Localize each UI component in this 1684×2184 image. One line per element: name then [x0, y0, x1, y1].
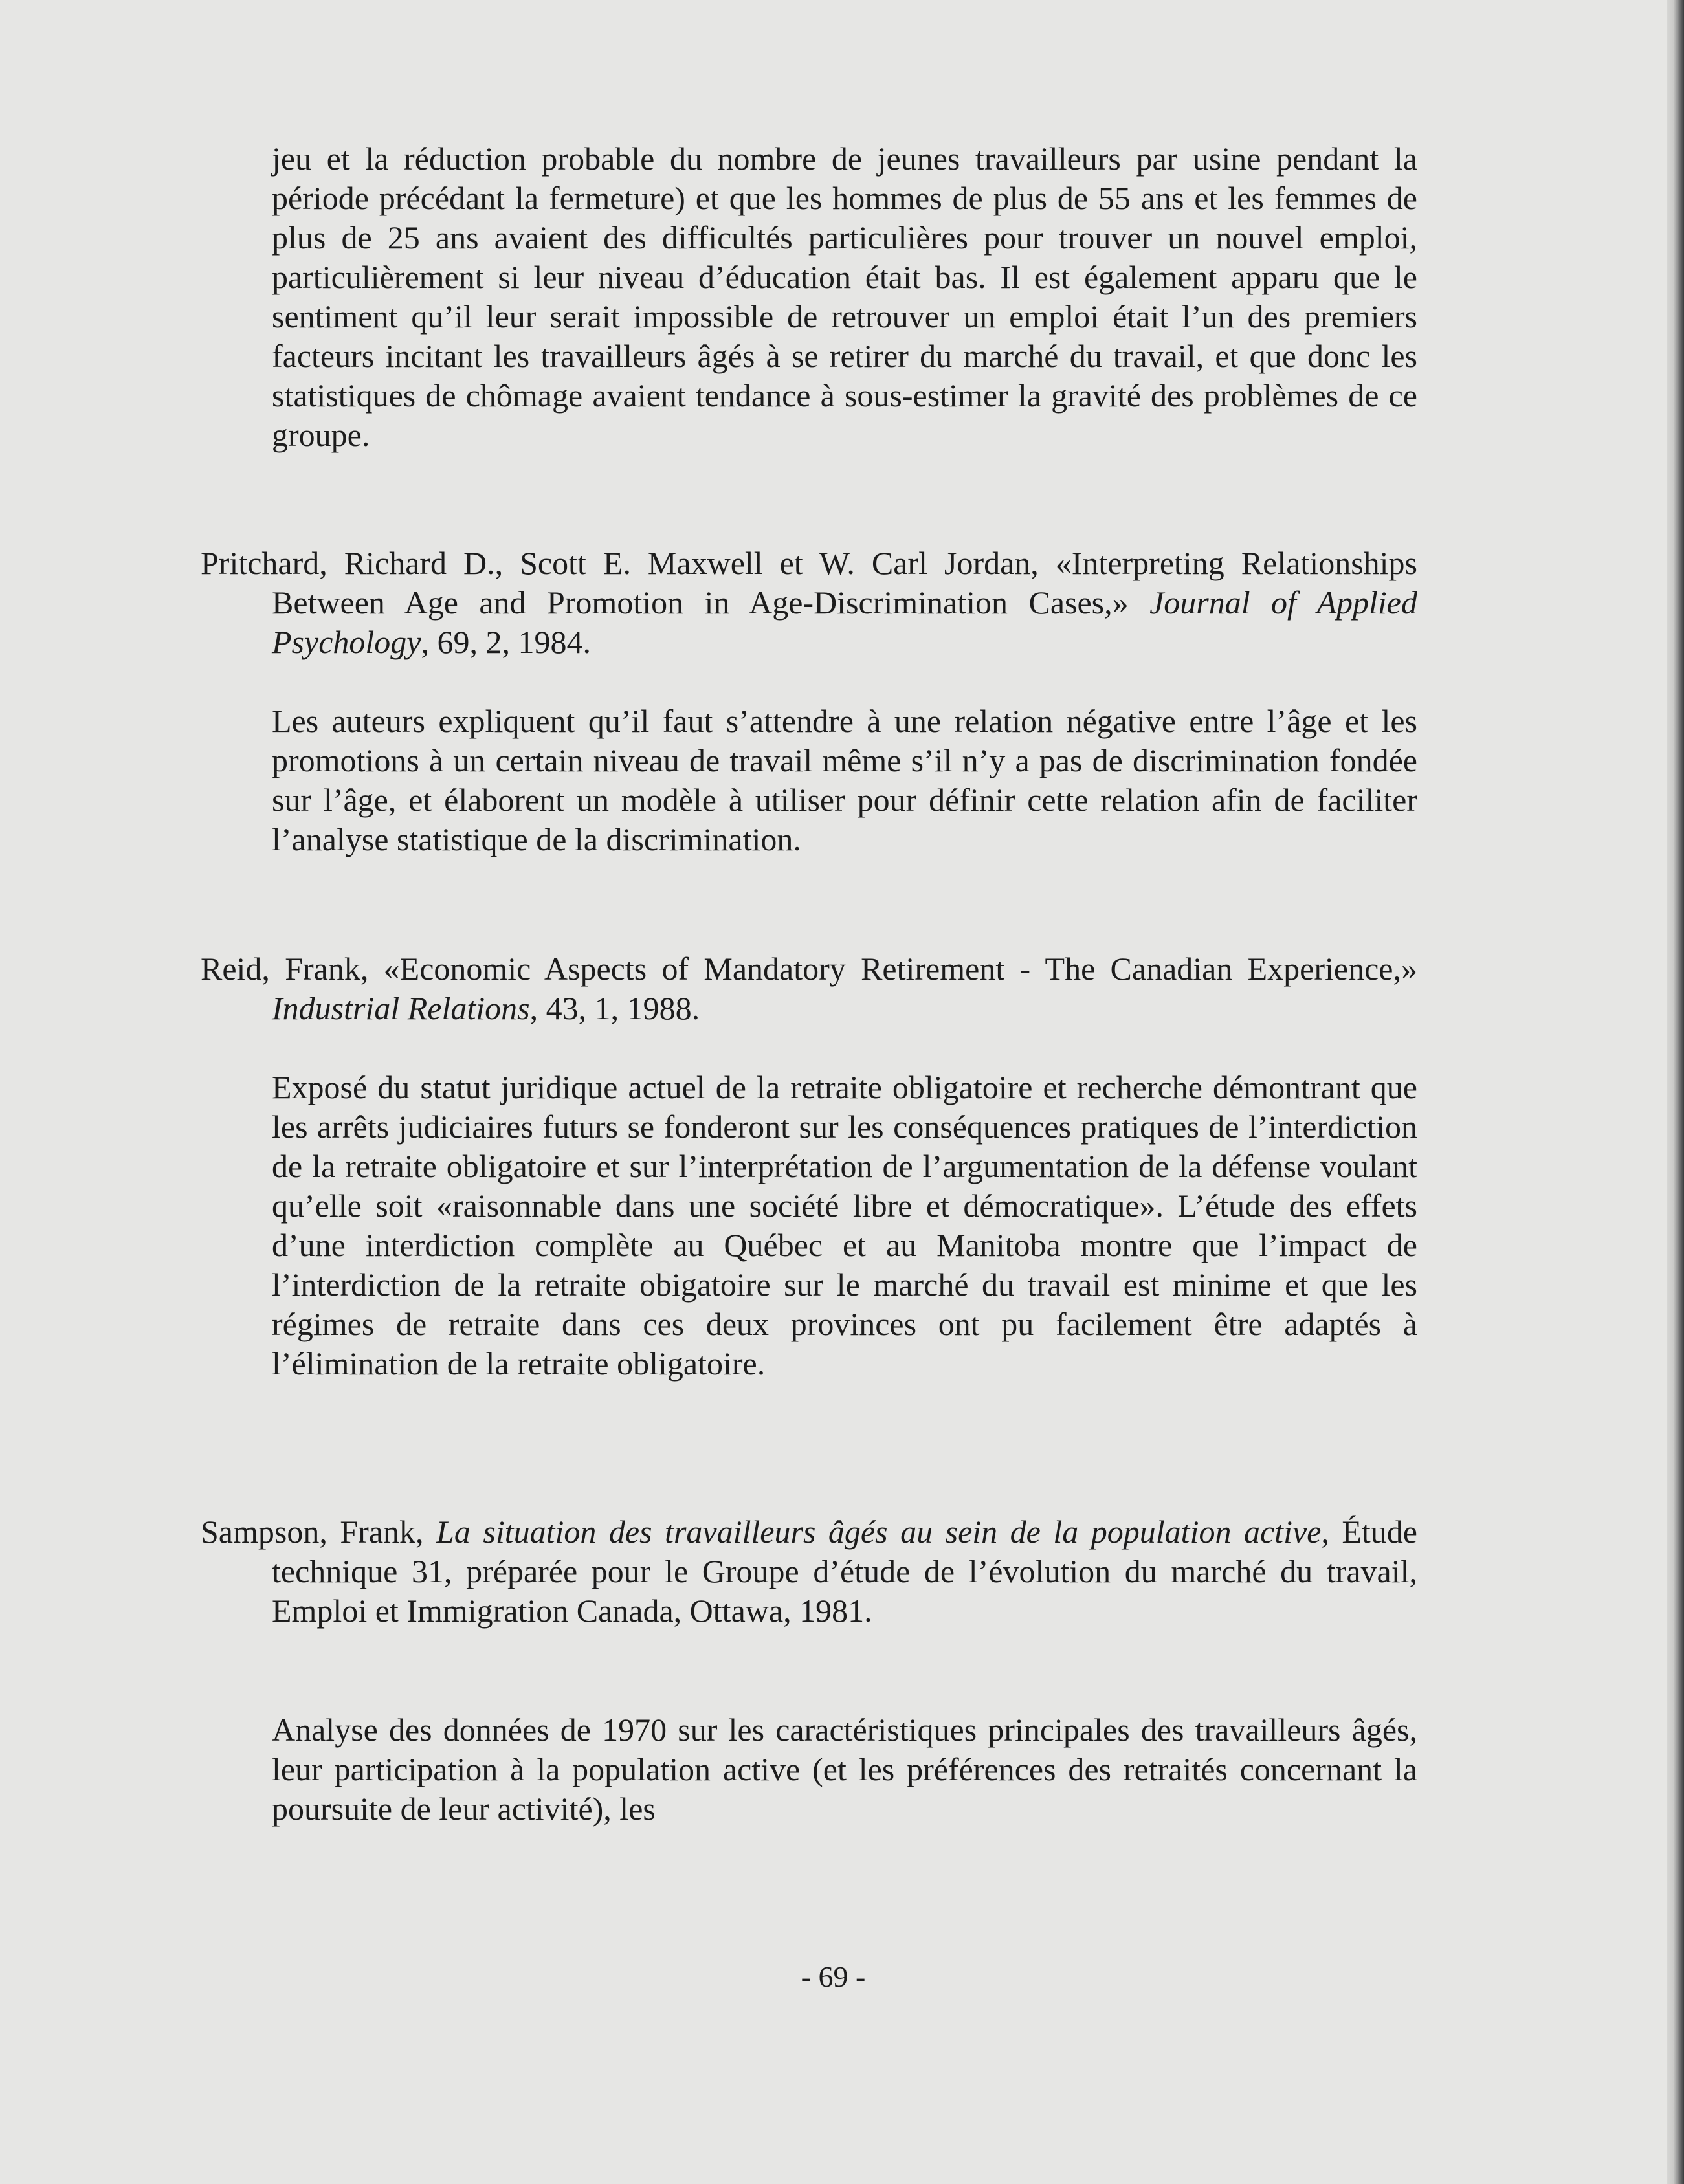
bibliography-entry-reid [201, 949, 1417, 1028]
entry-details: , Étude technique 31, préparée pour le Groupe d’étude de l’évolution du marché du travail, Emploi et Immigration Canada, Ottawa, 1981. [272, 1514, 1418, 1629]
annotation-pritchard: Les auteurs expliquent qu’il faut s’attendre à une relation négative entre l’âge et les promotions à un certain niveau de travail même s’il n’y a pas de discrimination fondée sur l’âge, et élaborent un modèle à utiliser pour définir cette relation afin de faciliter l’analyse statistique de la discrimination. [272, 703, 1417, 857]
entry-article-title: «Economic Aspects of Mandatory Retirement - The Canadian Experience,» [383, 951, 1417, 987]
page-number: - 69 - [801, 1960, 866, 1993]
entry-authors: Sampson, Frank, [201, 1514, 437, 1550]
page-edge [1667, 0, 1684, 2184]
entry-details: , 43, 1, 1988. [529, 990, 700, 1026]
annotation-sampson: Analyse des données de 1970 sur les caractéristiques principales des travailleurs âgés, leur participation à la population active (et les préférences des retraités concernant la poursuite de leur activité), les [272, 1712, 1417, 1827]
entry-authors: Reid, Frank, [201, 951, 384, 987]
bibliography-entry-pritchard [201, 544, 1417, 662]
entry-details: , 69, 2, 1984. [421, 624, 591, 660]
entry-book-title: La situation des travailleurs âgés au sein de la population active [436, 1514, 1322, 1550]
continuation-paragraph: jeu et la réduction probable du nombre de jeunes travailleurs par usine pendant la période précédant la fermeture) et que les hommes de plus de 55 ans et les femmes de plus de 25 ans avaient des difficultés particulières pour trouver un nouvel emploi, particulièrement si leur niveau d’éducation était bas. Il est également apparu que le sentiment qu’il leur serait impossible de retrouver un emploi était l’un des premiers facteurs incitant les travailleurs âgés à se retirer du marché du travail, et que donc les statistiques de chômage avaient tendance à sous-estimer la gravité des problèmes de ce groupe. [272, 140, 1417, 453]
entry-article-title: «Interpreting Relationships Between Age and Promotion in Age-Discrimination Cases,» [272, 545, 1417, 621]
annotation-reid: Exposé du statut juridique actuel de la retraite obligatoire et recherche démontrant que les arrêts judiciaires futurs se fonderont sur les conséquences pratiques de l’interdiction de la retraite obligatoire et sur l’interprétation de l’argumentation de la défense voulant qu’elle soit «raisonnable dans une société libre et démocratique». L’étude des effets d’une interdiction complète au Québec et au Manitoba montre que l’impact de l’interdiction de la retraite obigatoire sur le marché du travail est minime et que les régimes de retraite dans ces deux provinces ont pu facilement être adaptés à l’élimination de la retraite obligatoire. [272, 1069, 1417, 1382]
bibliography-entry-sampson [201, 1512, 1417, 1631]
entry-authors: Pritchard, Richard D., Scott E. Maxwell et W. Carl Jordan, [201, 545, 1056, 581]
entry-journal: Industrial Relations [272, 990, 530, 1026]
entry-journal: Journal of Applied Psychology [272, 584, 1417, 660]
